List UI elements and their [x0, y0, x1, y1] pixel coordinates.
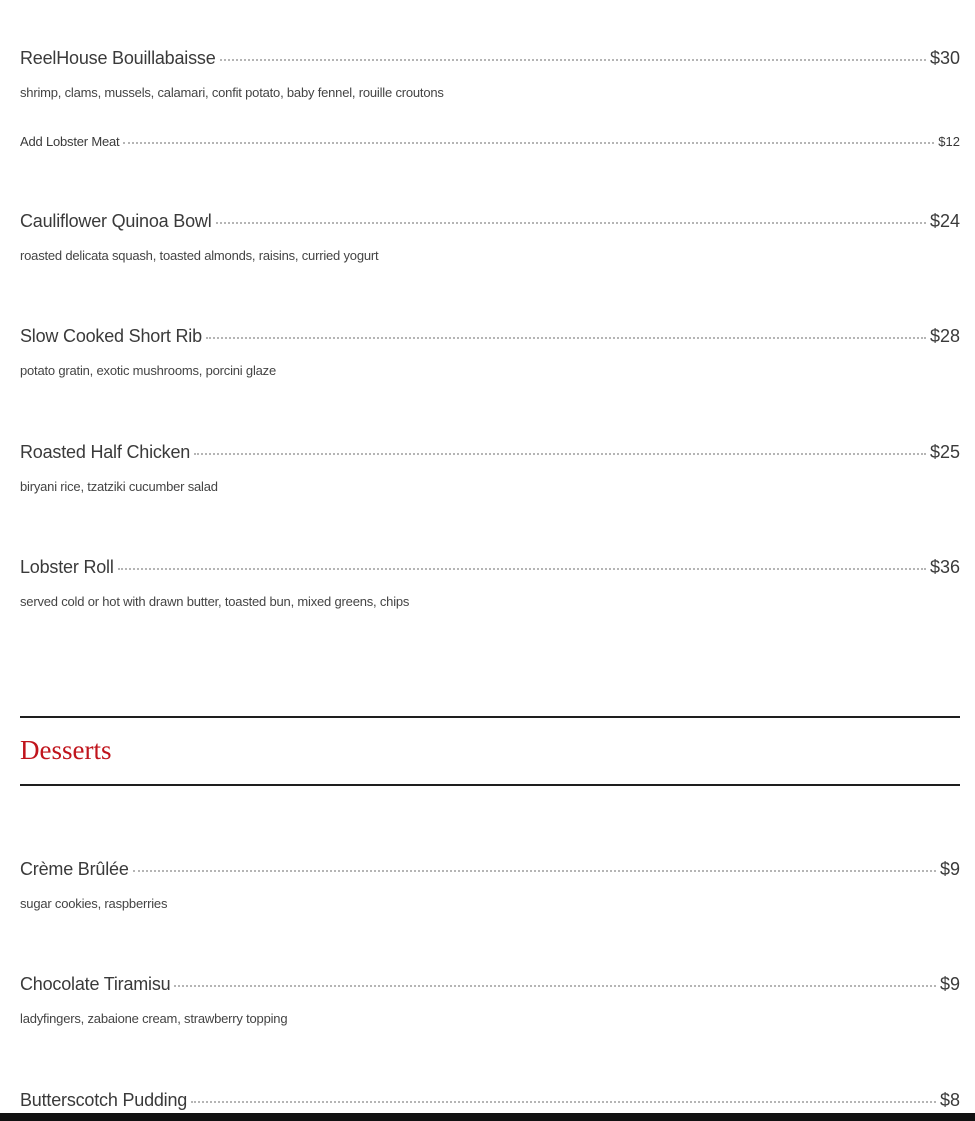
menu-item-price: $24 — [929, 211, 960, 231]
menu-item-name: Butterscotch Pudding — [20, 1090, 188, 1110]
menu-item-row — [20, 1090, 960, 1111]
menu-item-description: ladyfingers, zabaione cream, strawberry topping — [20, 1011, 288, 1026]
dot-leader — [133, 870, 936, 872]
menu-item-price: $25 — [929, 442, 960, 462]
menu-item-row — [20, 557, 960, 578]
menu-item-creme-brulee — [20, 859, 960, 911]
menu-item-row — [20, 442, 960, 463]
menu-item-chocolate-tiramisu — [20, 974, 960, 1026]
dot-leader — [216, 222, 926, 224]
menu-item-description: sugar cookies, raspberries — [20, 896, 168, 911]
menu-item-price: $28 — [929, 326, 960, 346]
dot-leader — [191, 1101, 936, 1103]
menu-item-description: roasted delicata squash, toasted almonds, raisins, curried yogurt — [20, 248, 379, 263]
menu-item-short-rib — [20, 326, 960, 378]
menu-item-lobster-roll — [20, 557, 960, 609]
menu-item-cauliflower-quinoa-bowl — [20, 211, 960, 263]
menu-item-name: Roasted Half Chicken — [20, 442, 191, 462]
menu-item-name: Chocolate Tiramisu — [20, 974, 171, 994]
menu-item-price: $8 — [939, 1090, 960, 1110]
menu-item-name: Cauliflower Quinoa Bowl — [20, 211, 212, 231]
bottom-edge-bar — [0, 1113, 975, 1121]
menu-item-row — [20, 974, 960, 995]
menu-item-name: ReelHouse Bouillabaisse — [20, 48, 216, 68]
dot-leader — [174, 985, 936, 987]
menu-item-row — [20, 134, 960, 149]
menu-item-description: shrimp, clams, mussels, calamari, confit potato, baby fennel, rouille croutons — [20, 85, 444, 100]
menu-item-half-chicken — [20, 442, 960, 494]
menu-item-row — [20, 326, 960, 347]
dot-leader — [206, 337, 926, 339]
menu-item-name: Slow Cooked Short Rib — [20, 326, 202, 346]
menu-item-price: $9 — [939, 859, 960, 879]
section-divider-bottom — [20, 784, 960, 786]
section-divider-top — [20, 716, 960, 718]
dot-leader — [220, 59, 926, 61]
menu-addon-name: Add Lobster Meat — [20, 134, 120, 149]
menu-item-row — [20, 211, 960, 232]
menu-item-description: potato gratin, exotic mushrooms, porcini glaze — [20, 363, 276, 378]
dot-leader — [118, 568, 926, 570]
dot-leader — [123, 142, 934, 144]
menu-item-butterscotch-pudding — [20, 1090, 960, 1111]
menu-item-name: Crème Brûlée — [20, 859, 129, 879]
menu-item-name: Lobster Roll — [20, 557, 114, 577]
menu-item-price: $36 — [929, 557, 960, 577]
menu-item-price: $9 — [939, 974, 960, 994]
section-title-desserts: Desserts — [20, 735, 112, 765]
menu-item-price: $30 — [929, 48, 960, 68]
menu-item-description: served cold or hot with drawn butter, toasted bun, mixed greens, chips — [20, 594, 410, 609]
menu-addon-lobster-meat — [20, 134, 960, 149]
menu-item-row — [20, 48, 960, 69]
menu-addon-price: $12 — [938, 134, 960, 149]
menu-item-bouillabaisse — [20, 48, 960, 100]
menu-item-description: biryani rice, tzatziki cucumber salad — [20, 479, 218, 494]
menu-item-row — [20, 859, 960, 880]
dot-leader — [194, 453, 926, 455]
